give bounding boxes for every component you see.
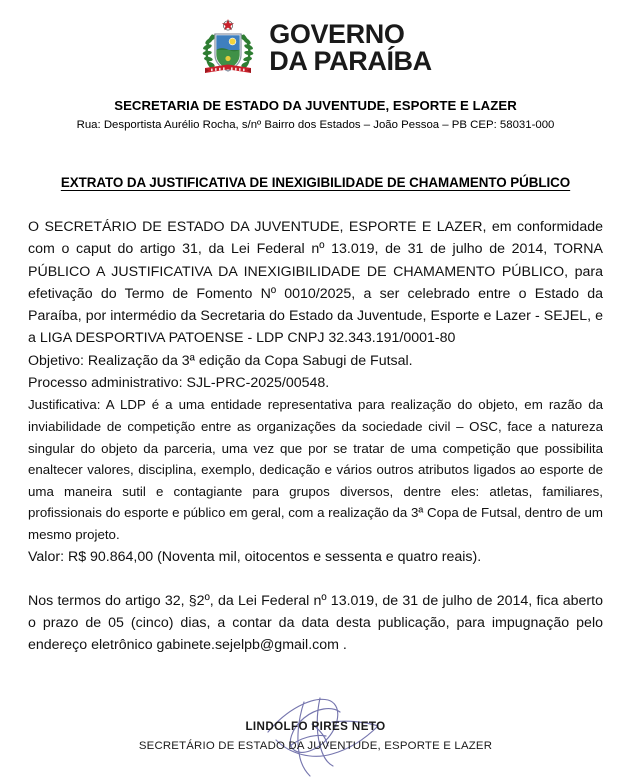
document-body — [28, 190, 603, 657]
brand-line-paraiba: DA PARAÍBA — [269, 45, 432, 76]
page-title: EXTRATO DA JUSTIFICATIVA DE INEXIGIBILIDADE DE CHAMAMENTO PÚBLICO — [60, 175, 571, 190]
paragraph-final: Nos termos do artigo 32, §2º, da Lei Federal nº 13.019, de 31 de julho de 2014, fica aberto o prazo de 05 (cinco) dias, a contar da data desta publicação, para impugnação pelo endereço eletrônico gabinete.sejelpb@gmail.com . — [28, 592, 603, 654]
secretaria-title: SECRETARIA DE ESTADO DA JUVENTUDE, ESPORTE E LAZER — [114, 98, 517, 113]
government-header — [0, 0, 631, 78]
signature-block — [0, 680, 631, 752]
secretaria-address: Rua: Desportista Aurélio Rocha, s/nº Bairro dos Estados – João Pessoa – PB CEP: 58031-000 — [76, 119, 555, 131]
government-wordmark — [269, 19, 432, 76]
paragraph-objetivo: Objetivo: Realização da 3ª edição da Copa Sabugi de Futsal. — [28, 352, 413, 369]
secretaria-block — [0, 98, 631, 131]
paragraph-processo: Processo administrativo: SJL-PRC-2025/00548. — [28, 375, 330, 392]
signatory-name: LINDOLFO PIRES NETO — [245, 720, 386, 733]
paragraph-main: O SECRETÁRIO DE ESTADO DA JUVENTUDE, ESPORTE E LAZER, em conformidade com o caput do artigo 31, da Lei Federal nº 13.019, de 31 de julho de 2014, TORNA PÚBLICO A JUSTIFICATIVA DA INEXIGIBILIDADE DE CHAMAMENTO PÚBLICO, para efetivação do Termo de Fomento Nº 0010/2025, a ser celebrado entre o Estado da Paraíba, por intermédio da Secretaria do Estado da Juventude, Esporte e Lazer - SEJEL, e a LIGA DESPORTIVA PATOENSE - LDP CNPJ 32.343.191/0001-80 — [28, 219, 603, 347]
brand-line-governo: GOVERNO — [269, 19, 405, 50]
signatory-role: SECRETÁRIO DE ESTADO DA JUVENTUDE, ESPORTE E LAZER — [138, 740, 493, 752]
paraiba-coat-of-arms-icon — [199, 17, 257, 79]
paragraph-justificativa: Justificativa: A LDP é a uma entidade representativa para realização do objeto, em razão da inviabilidade de competição entre as organizações da sociedade civil – OSC, face a natureza singular do objeto da parceria, uma vez que por se tratar de uma competição que possibilita enaltecer valores, disciplina, exemplo, dedicação e vários outros atributos ligados ao esporte de uma maneira sutil e contagiante para grupos diversos, dentre eles: atletas, familiares, profissionais do esporte e público em geral, com a realização da 3ª Copa de Futsal, dentro de um mesmo projeto. — [28, 397, 603, 542]
paragraph-valor: Valor: R$ 90.864,00 (Noventa mil, oitocentos e sessenta e quatro reais). — [28, 548, 482, 565]
